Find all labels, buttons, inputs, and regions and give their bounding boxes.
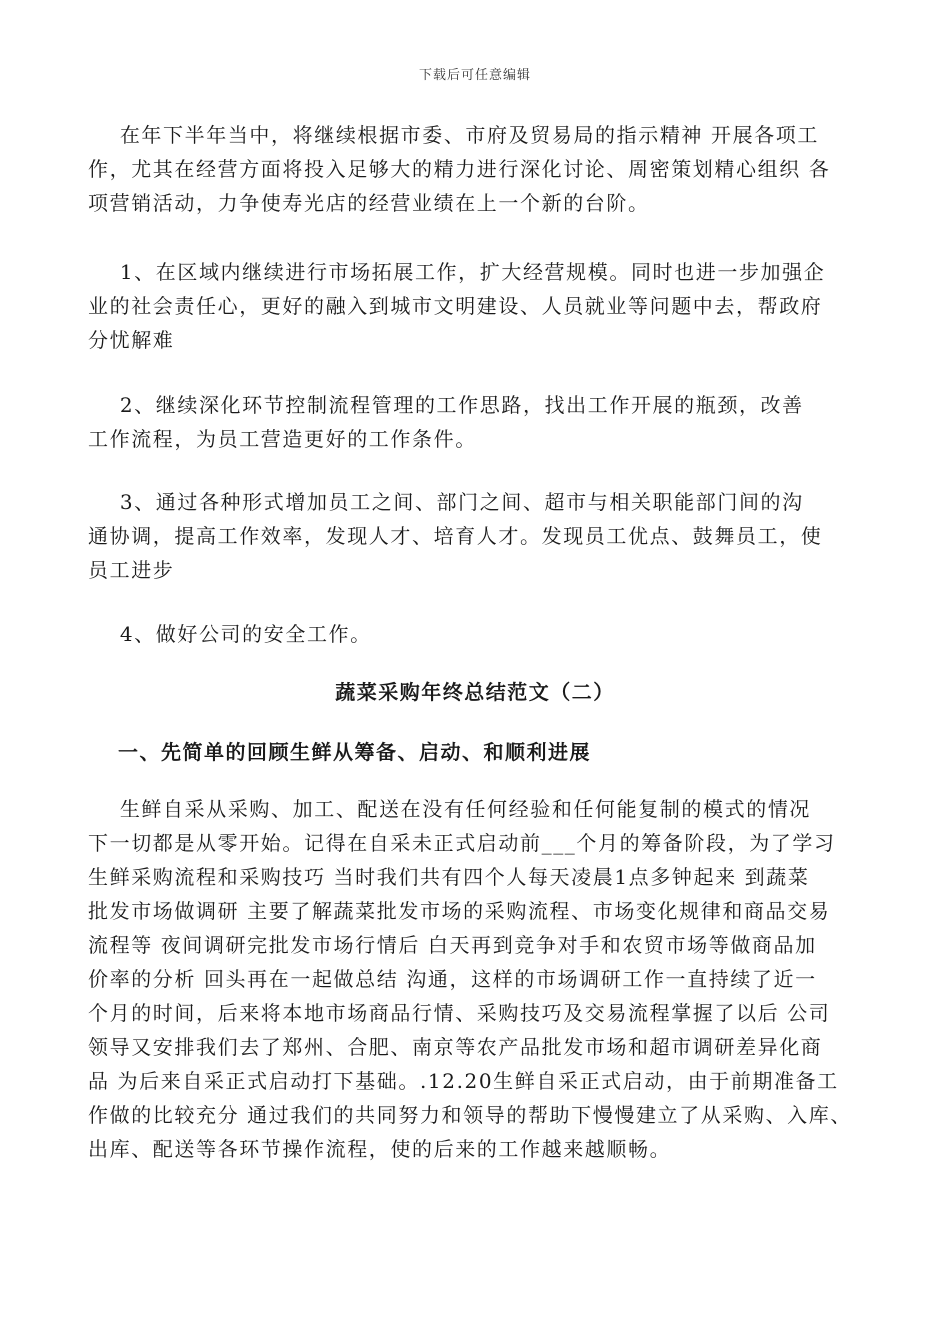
list-item-4 [88, 617, 372, 651]
intro-paragraph [88, 118, 830, 220]
paragraph-line: 2、继续深化环节控制流程管理的工作思路，找出工作开展的瓶颈，改善 [88, 393, 804, 417]
paragraph-line: 作，尤其在经营方面将投入足够大的精力进行深化讨论、周密策划精心组织 各 [88, 157, 831, 181]
paragraph-line: 员工进步 [88, 558, 175, 582]
paragraph-line: 批发市场做调研 主要了解蔬菜批发市场的采购流程、市场变化规律和商品交易 [88, 899, 831, 923]
paragraph-line: 价率的分析 回头再在一起做总结 沟通，这样的市场调研工作一直持续了近一 [88, 967, 817, 991]
paragraph-line: 生鲜自采从采购、加工、配送在没有任何经验和任何能复制的模式的情况 [88, 797, 812, 821]
paragraph-line: 通协调，提高工作效率，发现人才、培育人才。发现员工优点、鼓舞员工，使 [88, 524, 823, 548]
list-item-2 [88, 388, 804, 456]
paragraph-line: 3、通过各种形式增加员工之间、部门之间、超市与相关职能部门间的沟 [88, 490, 804, 514]
paragraph-line: 个月的时间，后来将本地市场商品行情、采购技巧及交易流程掌握了以后 公司 [88, 1001, 831, 1025]
subsection-title: 一、先简单的回顾生鲜从筹备、启动、和顺利进展 [118, 740, 591, 764]
paragraph-line: 出库、配送等各环节操作流程，使的后来的工作越来越顺畅。 [88, 1137, 672, 1161]
paragraph-line: 品 为后来自采正式启动打下基础。.12.20生鲜自采正式启动，由于前期准备工 [88, 1069, 839, 1093]
paragraph-line: 作做的比较充分 通过我们的共同努力和领导的帮助下慢慢建立了从采购、入库、 [88, 1103, 852, 1127]
section-title: 蔬菜采购年终总结范文（二） [335, 680, 615, 704]
list-item-1 [88, 255, 825, 357]
paragraph-line: 下一切都是从零开始。记得在自采未正式启动前___个月的筹备阶段，为了学习 [88, 831, 836, 855]
paragraph-line: 领导又安排我们去了郑州、合肥、南京等农产品批发市场和超市调研差异化商 [88, 1035, 823, 1059]
header-note: 下载后可任意编辑 [418, 68, 531, 83]
paragraph-line: 流程等 夜间调研完批发市场行情后 白天再到竞争对手和农贸市场等做商品加 [88, 933, 817, 957]
paragraph-line: 1、在区域内继续进行市场拓展工作，扩大经营规模。同时也进一步加强企 [88, 260, 826, 284]
paragraph-line: 在年下半年当中，将继续根据市委、市府及贸易局的指示精神 开展各项工 [88, 123, 819, 147]
paragraph-line: 项营销活动，力争使寿光店的经营业绩在上一个新的台阶。 [88, 191, 650, 215]
paragraph-line: 4、做好公司的安全工作。 [88, 622, 372, 646]
paragraph-line: 生鲜采购流程和采购技巧 当时我们共有四个人每天凌晨1点多钟起来 到蔬菜 [88, 865, 810, 889]
paragraph-line: 业的社会责任心，更好的融入到城市文明建设、人员就业等问题中去，帮政府 [88, 294, 823, 318]
body-paragraph [88, 792, 852, 1166]
paragraph-line: 分忧解难 [88, 328, 175, 352]
list-item-3 [88, 485, 822, 587]
paragraph-line: 工作流程，为员工营造更好的工作条件。 [88, 427, 477, 451]
